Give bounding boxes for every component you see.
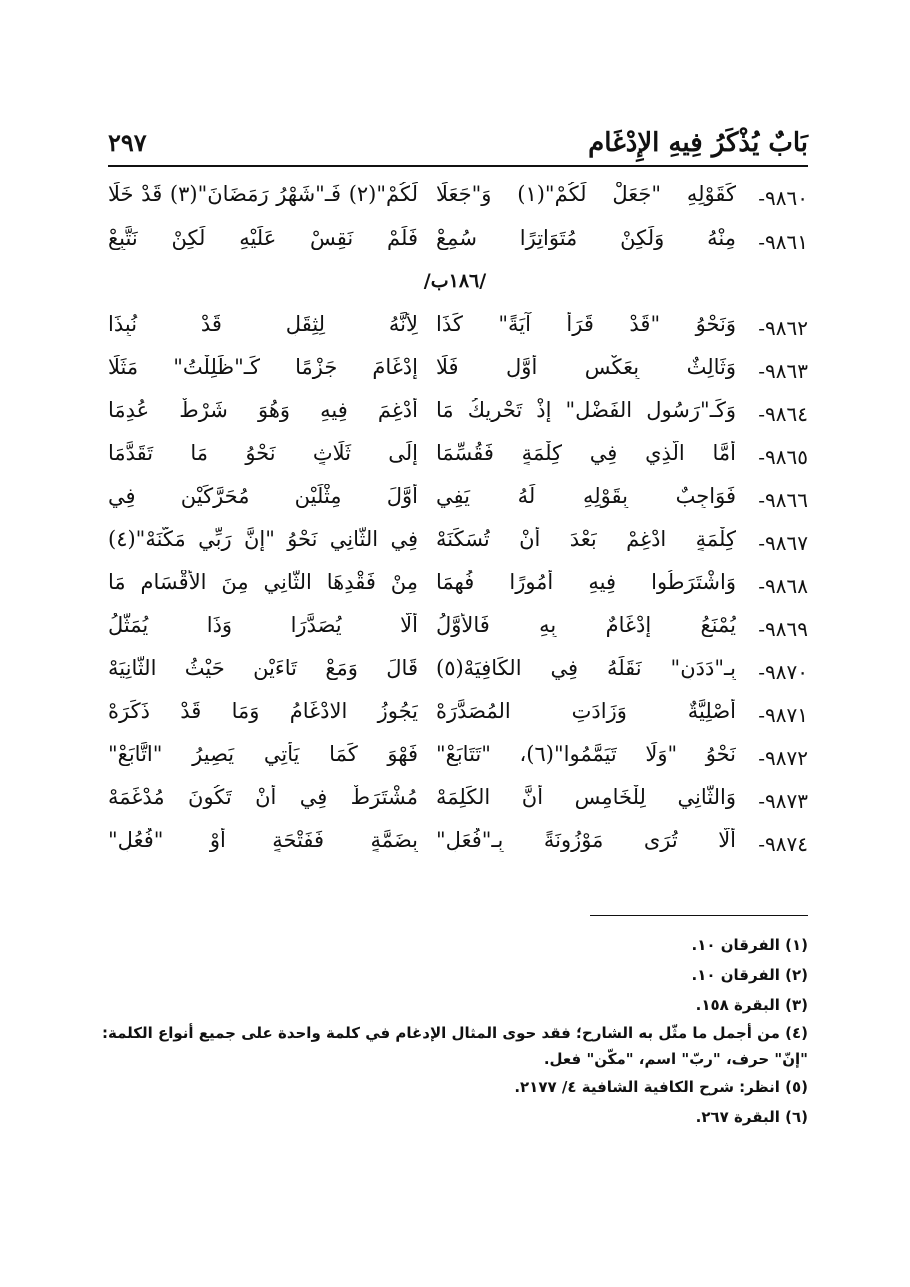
verse-number: ٩٨٧٠- (758, 660, 808, 684)
verse-number: ٩٨٦٩- (758, 617, 808, 641)
footnote: (٦) البقرة ٢٦٧. (695, 1108, 808, 1126)
second-hemistich: فَهْوَ كَمَا يَأْتِي يَصِيرُ "اتَّابَعْ" (108, 742, 418, 766)
footnote: (٥) انظر: شرح الكافية الشافية ٤/ ٢١٧٧. (514, 1078, 808, 1096)
verse-line (108, 527, 808, 563)
verse-line (108, 226, 808, 262)
first-hemistich: نَحْوُ "وَلَا تَيَمَّمُوا"(٦)، "تَتَابَعْ" (436, 742, 736, 766)
first-hemistich: مِنْهُ وَلَكِنْ مُتَوَاتِرًا سُمِعْ (436, 226, 736, 250)
second-hemistich: فَلَمْ نَقِسْ عَلَيْهِ لَكِنْ نَتَّبِعْ (108, 226, 418, 250)
verse-line (108, 613, 808, 649)
second-hemistich: مُشْتَرَطٌ فِي أَنْ تَكُونَ مُدْغَمَهْ (108, 785, 418, 809)
first-hemistich: كَقَوْلِهِ "جَعَلْ لَكُمْ"(١) وَ"جَعَلَا (436, 182, 736, 206)
first-hemistich: فَوَاجِبٌ بِقَوْلِهِ لَهُ يَفِي (436, 484, 736, 508)
second-hemistich: أَوَّلَ مِثْلَيْنِ مُحَرَّكَيْنِ فِي (108, 484, 418, 508)
second-hemistich: لَكُمْ"(٢) فَـ"شَهْرُ رَمَضَانَ"(٣) قَدْ خَلَا (108, 182, 418, 206)
page-header (108, 128, 808, 162)
first-hemistich: أَمَّا الَّذِي فِي كِلْمَةٍ فَقُسِّمَا (436, 441, 736, 465)
verse-line (108, 785, 808, 821)
verse-number: ٩٨٦٦- (758, 488, 808, 512)
page-number: ٢٩٧ (108, 128, 147, 157)
footnote: (٤) من أجمل ما مثّل به الشارح؛ فقد حوى المثال الإدغام في كلمة واحدة على جميع أنواع الكلمة: "إنّ" حرف، "ربّ" اسم، "مكّن" فعل. (101, 1024, 808, 1068)
verse-number: ٩٨٦٨- (758, 574, 808, 598)
verse-line (108, 312, 808, 348)
first-hemistich: وَثَالِثٌ بِعَكْسِ أَوَّلٍ فَلَا (436, 355, 736, 379)
verse-number: ٩٨٧٣- (758, 789, 808, 813)
footnote: (١) الفرقان ١٠. (691, 936, 808, 954)
verse-number: ٩٨٦٥- (758, 445, 808, 469)
second-hemistich: مِنْ فَقْدِهَا الثَّانِي مِنَ الأَقْسَامِ مَا (108, 570, 418, 594)
second-hemistich: إِلَى ثَلَاثٍ نَحْوُ مَا تَقَدَّمَا (108, 441, 418, 465)
verse-line (108, 355, 808, 391)
verse-number: ٩٨٦٢- (758, 316, 808, 340)
footnote: (٣) البقرة ١٥٨. (695, 996, 808, 1014)
verse-number: ٩٨٦٧- (758, 531, 808, 555)
verse-number: ٩٨٧٤- (758, 832, 808, 856)
verse-line (108, 742, 808, 778)
first-hemistich: وَالثَّانِي لِلْخَامِسِ أَنَّ الكَلِمَهْ (436, 785, 736, 809)
chapter-title: بَابٌ يُذْكَرُ فِيهِ الإِدْغَام (588, 128, 808, 158)
verse-line (108, 182, 808, 218)
second-hemistich: قَالَ وَمَعْ تَاءَيْنِ حَيْثُ الثَّانِيَهْ (108, 656, 418, 680)
second-hemistich: أُدْغِمَ فِيهِ وَهُوَ شَرْطٌ عُدِمَا (108, 398, 418, 422)
first-hemistich: وَنَحْوُ "قَدْ قَرَأَ آيَةً" كَذَا (436, 312, 736, 336)
verse-line (108, 398, 808, 434)
footnotes (90, 930, 808, 1132)
second-hemistich: أَلَّا يُصَدَّرَا وَذَا يُمَثَّلُ (108, 613, 418, 637)
verse-number: ٩٨٦١- (758, 230, 808, 254)
verse-number: ٩٨٦٠- (758, 186, 808, 210)
verse-line (108, 570, 808, 606)
first-hemistich: وَاشْتَرَطُوا فِيهِ أُمُورًا فُهِمَا (436, 570, 736, 594)
header-divider (108, 165, 808, 167)
verse-number: ٩٨٧١- (758, 703, 808, 727)
folio-marker: /١٨٦ب/ (423, 270, 487, 292)
verse-line (108, 699, 808, 735)
first-hemistich: وَكَـ"رَسُولِ الفَضْلِ" إِذْ تَحْرِيكُ مَا (436, 398, 736, 422)
verse-line (108, 441, 808, 477)
first-hemistich: بِـ"دَدَنٍ" نَقَلَهُ فِي الكَافِيَهْ(٥) (436, 656, 736, 680)
footnote-divider (590, 915, 808, 916)
second-hemistich: لِأَنَّهُ لِثِقَلٍ قَدْ نُبِذَا (108, 312, 418, 336)
first-hemistich: كِلْمَةٍ ادْغِمْ بَعْدَ أَنْ تُسَكِّنَهْ (436, 527, 736, 551)
verse-number: ٩٨٦٤- (758, 402, 808, 426)
verse-line (108, 656, 808, 692)
second-hemistich: يَجُوزُ الادْغَامُ وَمَا قَدْ ذَكَرَهْ (108, 699, 418, 723)
first-hemistich: يُمْنَعُ إِدْغَامٌ بِهِ فَالأَوَّلُ (436, 613, 736, 637)
verse-line (108, 484, 808, 520)
footnote: (٢) الفرقان ١٠. (691, 966, 808, 984)
second-hemistich: بِضَمَّةٍ فَفَتْحَةٍ أَوْ "فُعُلٍ" (108, 828, 418, 852)
verse-number: ٩٨٧٢- (758, 746, 808, 770)
second-hemistich: فِي الثَّانِي نَحْوُ "إِنَّ رَبِّي مَكَّنَهْ"(٤) (108, 527, 418, 551)
first-hemistich: أَصْلِيَّةٌ وَزَادَتِ المُصَدَّرَهْ (436, 699, 736, 723)
first-hemistich: أَلَّا تُرَى مَوْزُونَةً بِـ"فُعَلٍ" (436, 828, 736, 852)
verse-number: ٩٨٦٣- (758, 359, 808, 383)
verse-line (108, 828, 808, 864)
second-hemistich: إِدْغَامَ جَزْمًا كَـ"ظَلِلْتُ" مَثَلَا (108, 355, 418, 379)
